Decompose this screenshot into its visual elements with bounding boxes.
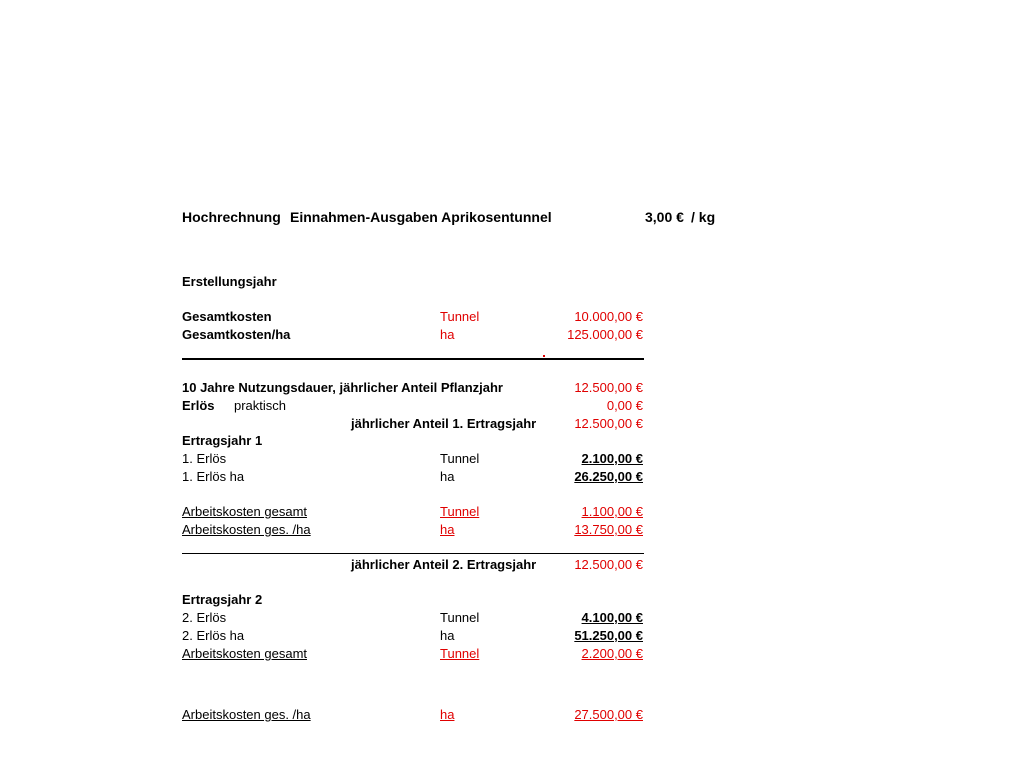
anteil-ertragsjahr-1-label: jährlicher Anteil 1. Ertragsjahr [351,416,537,431]
anteil-ertragsjahr-2-value: 12.500,00 € [574,557,643,572]
arbeitskosten-2-label: Arbeitskosten gesamt [182,646,308,661]
gesamtkosten-ha-unit: ha [440,327,455,342]
erloes-value: 0,00 € [606,398,643,413]
gesamtkosten-ha-label: Gesamtkosten/ha [182,327,291,342]
gesamtkosten-label: Gesamtkosten [182,309,272,324]
arbeitskosten-2-ha-label: Arbeitskosten ges. /ha [182,707,311,722]
arbeitskosten-1-label: Arbeitskosten gesamt [182,504,308,519]
divider-2 [182,553,644,554]
gesamtkosten-ha-value: 125.000,00 € [567,327,643,342]
erloes-2-unit: Tunnel [440,610,480,625]
arbeitskosten-1-value: 1.100,00 € [581,504,643,519]
arbeitskosten-2-ha-unit: ha [440,707,455,722]
erloes-2-value: 4.100,00 € [581,610,643,625]
nutzungsdauer-label: 10 Jahre Nutzungsdauer, jährlicher Anteil Pflanzjahr [182,380,503,395]
arbeitskosten-1-ha-label: Arbeitskosten ges. /ha [182,522,311,537]
anteil-ertragsjahr-1-value: 12.500,00 € [574,416,643,431]
erloes-1-ha-unit: ha [440,469,455,484]
price-value: 3,00 € [645,209,684,225]
erloes-2-ha-unit: ha [440,628,455,643]
erloes-label: Erlös [182,398,215,413]
divider-1 [182,358,644,360]
arbeitskosten-2-unit: Tunnel [440,646,480,661]
anteil-ertragsjahr-2-label: jährlicher Anteil 2. Ertragsjahr [351,557,537,572]
section-erstellungsjahr: Erstellungsjahr [182,274,277,289]
ertragsjahr-1-heading: Ertragsjahr 1 [182,433,263,448]
erloes-1-label: 1. Erlös [182,451,227,466]
arbeitskosten-2-ha-value: 27.500,00 € [574,707,643,722]
arbeitskosten-1-unit: Tunnel [440,504,480,519]
erloes-1-ha-label: 1. Erlös ha [182,469,245,484]
erloes-1-unit: Tunnel [440,451,480,466]
title-hochrechnung: Hochrechnung [182,209,281,225]
title-einnahmen-ausgaben: Einnahmen-Ausgaben Aprikosentunnel [290,209,552,225]
erloes-2-ha-label: 2. Erlös ha [182,628,245,643]
erloes-1-value: 2.100,00 € [581,451,643,466]
divider-mark [543,355,545,357]
arbeitskosten-1-ha-value: 13.750,00 € [574,522,643,537]
erloes-1-ha-value: 26.250,00 € [574,469,643,484]
pflanzjahr-value: 12.500,00 € [574,380,643,395]
erloes-2-ha-value: 51.250,00 € [574,628,643,643]
arbeitskosten-1-ha-unit: ha [440,522,455,537]
erloes-2-label: 2. Erlös [182,610,227,625]
price-unit: / kg [691,209,716,225]
gesamtkosten-value: 10.000,00 € [574,309,643,324]
erloes-note: praktisch [234,398,287,413]
arbeitskosten-2-value: 2.200,00 € [581,646,643,661]
ertragsjahr-2-heading: Ertragsjahr 2 [182,592,263,607]
gesamtkosten-unit: Tunnel [440,309,480,324]
